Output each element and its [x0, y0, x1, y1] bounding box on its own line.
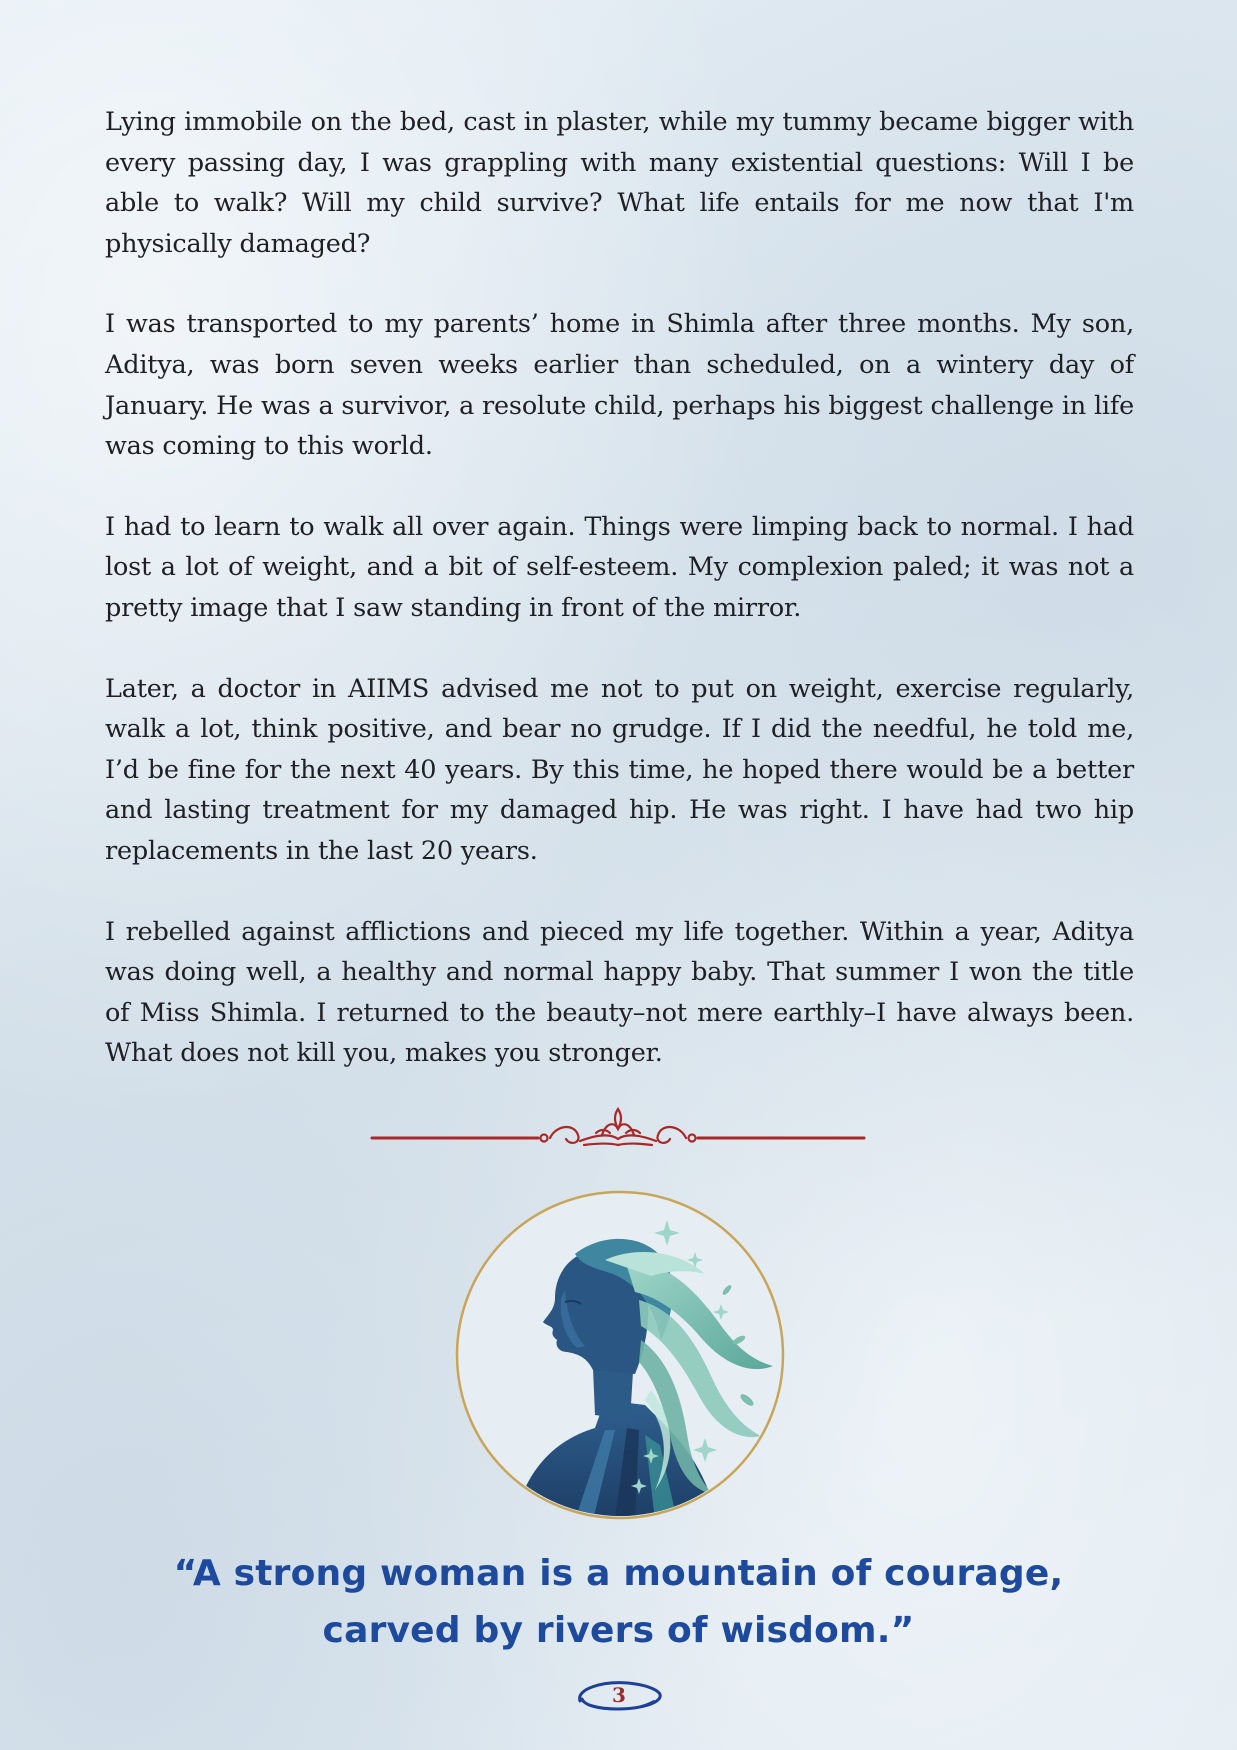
pull-quote — [130, 1545, 1107, 1659]
pull-quote-line-2: carved by rivers of wisdom.” — [322, 1610, 915, 1651]
pull-quote-line-1: “A strong woman is a mountain of courage, — [173, 1553, 1064, 1594]
paragraph-3: I had to learn to walk all over again. Things were limping back to normal. I had lost a lot of weight, and a bit of self-esteem. My complexion paled; it was not a pretty image that I saw standing in front of the mirror. — [105, 511, 1134, 623]
page-number-badge — [572, 1675, 666, 1715]
woman-silhouette-flowing-hair-icon — [455, 1190, 785, 1520]
page-number: 3 — [612, 1683, 626, 1707]
body-text — [105, 102, 1134, 1114]
paragraph-1: Lying immobile on the bed, cast in plaster, while my tummy became bigger with every passing day, I was grappling with many existential questions: Will I be able to walk? Will my child survive? What life entails for me now that I'm physically damaged? — [105, 107, 1134, 259]
paragraph-5: I rebelled against afflictions and pieced my life together. Within a year, Aditya was doing well, a healthy and normal happy baby. That summer I won the title of Miss Shimla. I returned to the beauty–not mere earthly–I have always been. What does not kill you, makes you stronger. — [105, 916, 1134, 1069]
paragraph-2: I was transported to my parents’ home in Shimla after three months. My son, Aditya, was born seven weeks earlier than scheduled, on a wintery day of January. He was a survivor, a resolute child, perhaps his biggest challenge in life was coming to this world. — [105, 309, 1134, 462]
ornamental-flourish-divider-icon — [370, 1105, 866, 1149]
paragraph-4: Later, a doctor in AIIMS advised me not to put on weight, exercise regularly, walk a lot, think positive, and bear no grudge. If I did the needful, he told me, I’d be fine for the next 40 years. By this time, he hoped there would be a better and lasting treatment for my damaged hip. He was right. I have had two hip replacements in the last 20 years. — [105, 673, 1134, 866]
